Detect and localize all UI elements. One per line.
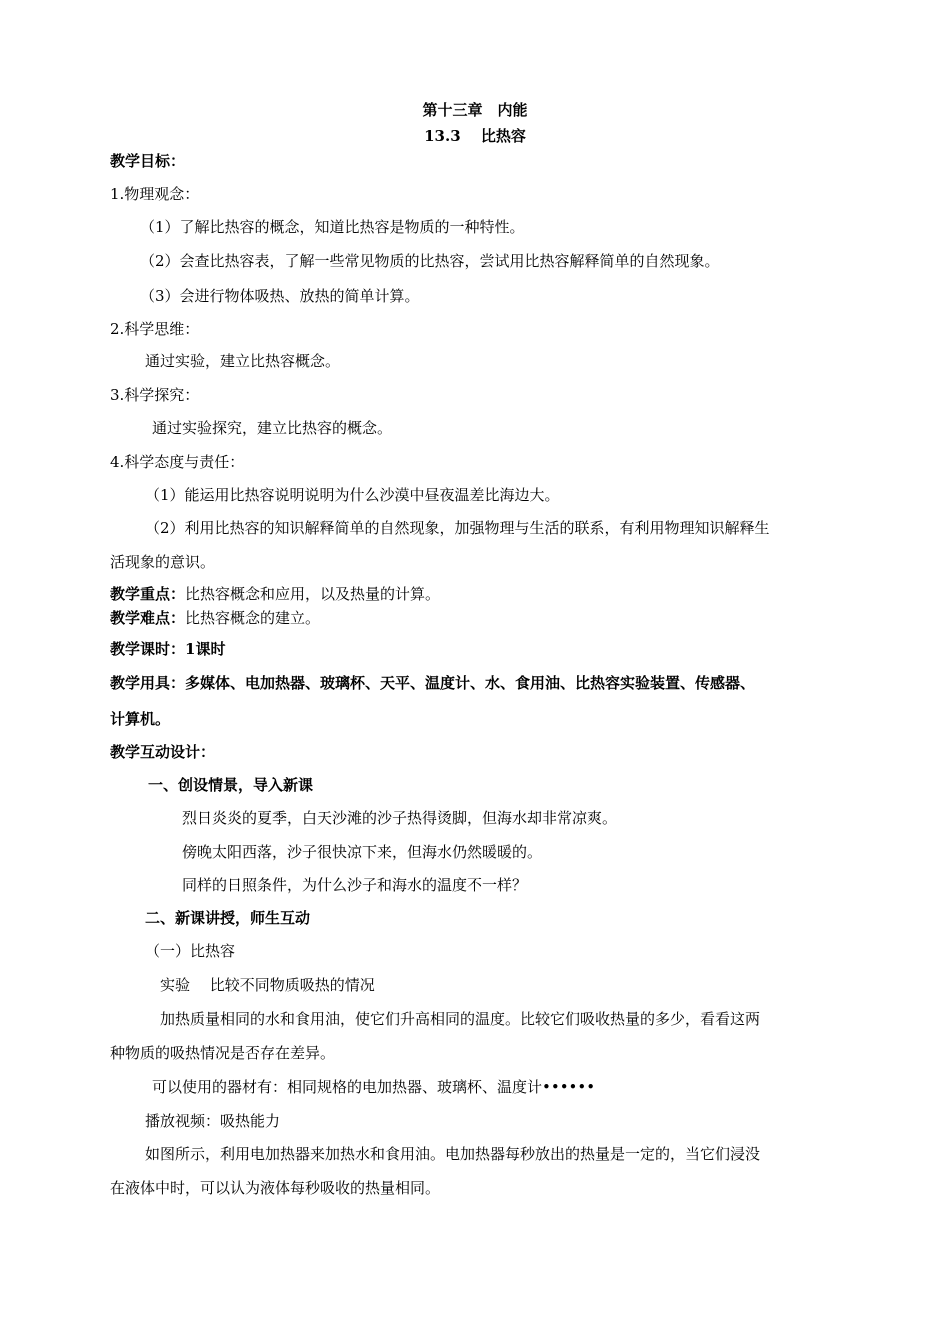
- goal-3-title: 3.科学探究：: [110, 386, 200, 404]
- key-point: [110, 584, 440, 604]
- equipment-list: 可以使用的器材有：相同规格的电加热器、玻璃杯、温度计••••••: [152, 1078, 596, 1096]
- experiment-description-continued: 种物质的吸热情况是否存在差异。: [110, 1044, 336, 1062]
- teaching-tools-continued: 计算机。: [110, 710, 171, 728]
- figure-description-continued: 在液体中时，可以认为液体每秒吸收的热量相同。: [110, 1179, 441, 1197]
- video-note: 播放视频：吸热能力: [145, 1112, 281, 1130]
- teaching-tools: 教学用具：多媒体、电加热器、玻璃杯、天平、温度计、水、食用油、比热容实验装置、传感器、: [110, 674, 756, 692]
- subsection-title: （一）比热容: [145, 942, 236, 960]
- goal-4-item: （2）利用比热容的知识解释简单的自然现象，加强物理与生活的联系，有利用物理知识解释生: [145, 519, 770, 537]
- chapter-title: 第十三章 内能: [422, 101, 528, 119]
- goal-1-item: （2）会查比热容表，了解一些常见物质的比热容，尝试用比热容解释简单的自然现象。: [140, 252, 720, 270]
- key-point-text: 比热容概念和应用，以及热量的计算。: [185, 585, 441, 603]
- design-heading: 教学互动设计：: [110, 743, 216, 761]
- goal-4-item-continued: 活现象的意识。: [110, 553, 216, 571]
- goal-4-title: 4.科学态度与责任：: [110, 453, 245, 471]
- part-2-title: 二、新课讲授，师生互动: [145, 909, 311, 927]
- figure-description: 如图所示，利用电加热器来加热水和食用油。电加热器每秒放出的热量是一定的，当它们浸没: [145, 1145, 761, 1163]
- goals-heading: 教学目标：: [110, 152, 186, 170]
- difficulty-label: 教学难点：: [110, 609, 186, 627]
- section-title: 13.3 比热容: [424, 127, 526, 145]
- goal-2-text: 通过实验，建立比热容概念。: [145, 352, 341, 370]
- key-point-label: 教学重点：: [110, 585, 186, 603]
- part-1-line: 傍晚太阳西落，沙子很快凉下来，但海水仍然暖暖的。: [182, 843, 543, 861]
- goal-4-item: （1）能运用比热容说明说明为什么沙漠中昼夜温差比海边大。: [145, 486, 560, 504]
- goal-1-item: （1）了解比热容的概念，知道比热容是物质的一种特性。: [140, 218, 525, 236]
- goal-1-title: 1.物理观念：: [110, 185, 200, 203]
- difficulty: [110, 608, 320, 628]
- goal-2-title: 2.科学思维：: [110, 320, 200, 338]
- part-1-line: 烈日炎炎的夏季，白天沙滩的沙子热得烫脚，但海水却非常凉爽。: [182, 809, 618, 827]
- goal-1-item: （3）会进行物体吸热、放热的简单计算。: [140, 287, 420, 305]
- goal-3-text: 通过实验探究，建立比热容的概念。: [152, 419, 393, 437]
- class-hours: 教学课时：1课时: [110, 640, 226, 658]
- experiment-title: 实验 比较不同物质吸热的情况: [160, 976, 375, 994]
- part-1-line: 同样的日照条件，为什么沙子和海水的温度不一样？: [182, 876, 528, 894]
- experiment-description: 加热质量相同的水和食用油，使它们升高相同的温度。比较它们吸收热量的多少，看看这两: [160, 1010, 761, 1028]
- difficulty-text: 比热容概念的建立。: [185, 609, 321, 627]
- part-1-title: 一、创设情景，导入新课: [148, 776, 314, 794]
